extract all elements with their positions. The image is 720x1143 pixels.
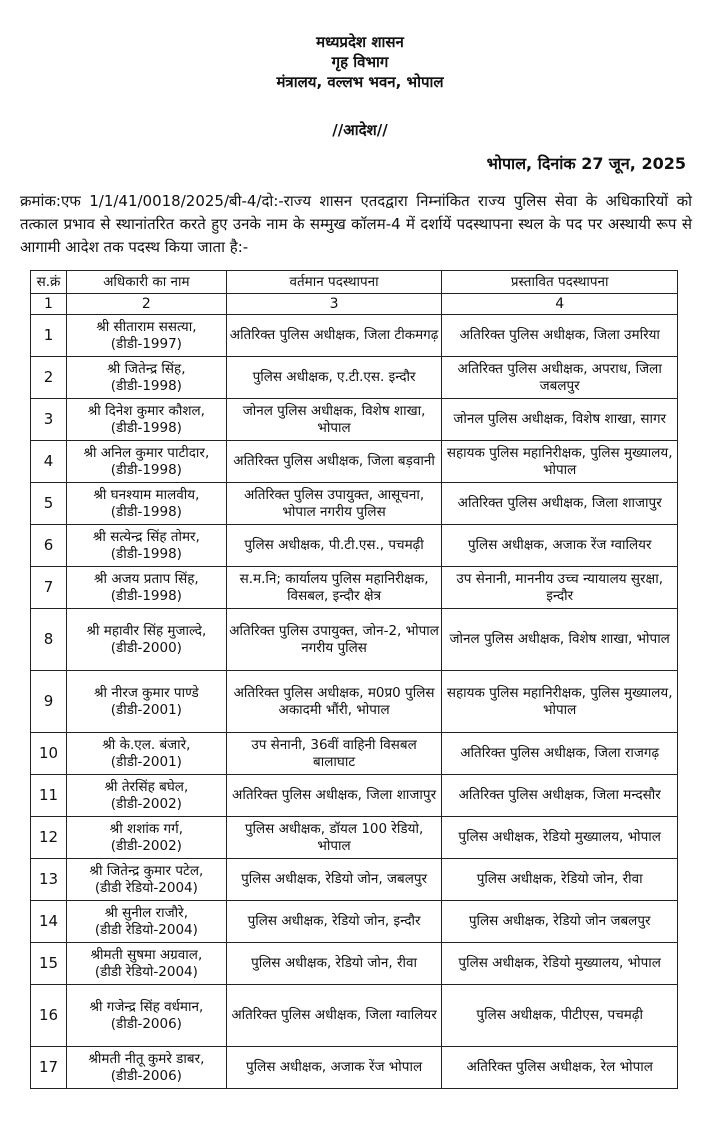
current-posting: पुलिस अधीक्षक, रेडियो जोन, जबलपुर (226, 859, 442, 901)
officer-name: श्री जितेन्द्र सिंह, (107, 360, 186, 377)
current-posting: अतिरिक्त पुलिस अधीक्षक, जिला टीकमगढ़ (226, 315, 442, 357)
officer-batch: (डीडी-1998) (110, 587, 182, 604)
serial-number: 8 (31, 609, 67, 671)
officer-batch: (डीडी-2006) (110, 1015, 182, 1032)
officer-name: श्री सुनील राजौरे, (104, 904, 188, 921)
table-row (31, 671, 678, 733)
table-row (31, 901, 678, 943)
serial-number: 17 (31, 1047, 67, 1089)
place-date: भोपाल, दिनांक 27 जून, 2025 (486, 154, 686, 173)
letterhead (0, 32, 720, 92)
proposed-posting: पुलिस अधीक्षक, अजाक रेंज ग्वालियर (442, 525, 678, 567)
officer-cell (66, 315, 226, 357)
officer-cell (66, 525, 226, 567)
table-row (31, 441, 678, 483)
proposed-posting: पुलिस अधीक्षक, रेडियो मुख्यालय, भोपाल (442, 817, 678, 859)
officer-batch: (डीडी-1998) (110, 461, 182, 478)
officer-cell (66, 985, 226, 1047)
officer-name: श्री अनिल कुमार पाटीदार, (83, 444, 210, 461)
current-posting: पुलिस अधीक्षक, डॉयल 100 रेडियो, भोपाल (226, 817, 442, 859)
current-posting: पुलिस अधीक्षक, रेडियो जोन, इन्दौर (226, 901, 442, 943)
officer-name: श्री तेरसिंह बघेल, (104, 778, 189, 795)
proposed-posting: सहायक पुलिस महानिरीक्षक, पुलिस मुख्यालय, भोपाल (442, 671, 678, 733)
officer-batch: (डीडी-1998) (110, 419, 182, 436)
order-title: //आदेश// (332, 121, 388, 139)
proposed-posting: अतिरिक्त पुलिस अधीक्षक, जिला मन्दसौर (442, 775, 678, 817)
table-row (31, 357, 678, 399)
table-row (31, 525, 678, 567)
proposed-posting: पुलिस अधीक्षक, रेडियो मुख्यालय, भोपाल (442, 943, 678, 985)
serial-number: 13 (31, 859, 67, 901)
current-posting: पुलिस अधीक्षक, अजाक रेंज भोपाल (226, 1047, 442, 1089)
current-posting: अतिरिक्त पुलिस अधीक्षक, जिला ग्वालियर (226, 985, 442, 1047)
current-posting: जोनल पुलिस अधीक्षक, विशेष शाखा, भोपाल (226, 399, 442, 441)
serial-number: 14 (31, 901, 67, 943)
officer-batch: (डीडी-2001) (110, 753, 182, 770)
current-posting: स.म.नि; कार्यालय पुलिस महानिरीक्षक, विसबल, इन्दौर क्षेत्र (226, 567, 442, 609)
header-proposed-posting: प्रस्तावित पदस्थापना (442, 271, 678, 294)
current-posting: पुलिस अधीक्षक, रेडियो जोन, रीवा (226, 943, 442, 985)
serial-number: 11 (31, 775, 67, 817)
proposed-posting: सहायक पुलिस महानिरीक्षक, पुलिस मुख्यालय, भोपाल (442, 441, 678, 483)
office-address: मंत्रालय, वल्लभ भवन, भोपाल (276, 73, 444, 91)
serial-number: 16 (31, 985, 67, 1047)
proposed-posting: पुलिस अधीक्षक, रेडियो जोन, रीवा (442, 859, 678, 901)
proposed-posting: अतिरिक्त पुलिस अधीक्षक, जिला राजगढ़ (442, 733, 678, 775)
officer-cell (66, 901, 226, 943)
current-posting: अतिरिक्त पुलिस उपायुक्त, जोन-2, भोपाल नगरीय पुलिस (226, 609, 442, 671)
column-number: 1 (31, 294, 67, 315)
officer-name: श्री नीरज कुमार पाण्डे (94, 684, 199, 701)
officer-cell (66, 775, 226, 817)
serial-number: 1 (31, 315, 67, 357)
table-row (31, 567, 678, 609)
officer-batch: (डीडी-2006) (110, 1067, 182, 1084)
header-serial: स.क्रं (31, 271, 67, 294)
officer-cell (66, 609, 226, 671)
officer-cell (66, 943, 226, 985)
officer-cell (66, 859, 226, 901)
table-row (31, 817, 678, 859)
column-number: 4 (442, 294, 678, 315)
table-row (31, 775, 678, 817)
government-name: मध्यप्रदेश शासन (316, 33, 404, 51)
serial-number: 2 (31, 357, 67, 399)
table-row (31, 315, 678, 357)
table-row (31, 399, 678, 441)
officer-name: श्री अजय प्रताप सिंह, (94, 570, 199, 587)
officer-name: श्री जितेन्द्र कुमार पटेल, (89, 862, 204, 879)
table-row (31, 483, 678, 525)
officer-batch: (डीडी रेडियो-2004) (94, 963, 198, 980)
officer-name: श्री शशांक गर्ग, (109, 820, 184, 837)
proposed-posting: अतिरिक्त पुलिस अधीक्षक, जिला शाजापुर (442, 483, 678, 525)
column-number: 3 (226, 294, 442, 315)
officer-name: श्री गजेन्द्र सिंह वर्धमान, (89, 998, 204, 1015)
table-body (31, 315, 678, 1089)
officer-batch: (डीडी-2000) (110, 639, 182, 656)
officer-batch: (डीडी-2002) (110, 795, 182, 812)
table-row (31, 609, 678, 671)
officer-cell (66, 1047, 226, 1089)
officer-cell (66, 733, 226, 775)
table-row (31, 943, 678, 985)
department-name: गृह विभाग (331, 53, 389, 71)
officer-cell (66, 567, 226, 609)
officer-name: श्री के.एल. बंजारे, (102, 736, 191, 753)
officer-name: श्री सीताराम ससत्या, (96, 318, 197, 335)
current-posting: अतिरिक्त पुलिस अधीक्षक, म0प्र0 पुलिस अकादमी भौंरी, भोपाल (226, 671, 442, 733)
table-row (31, 859, 678, 901)
serial-number: 12 (31, 817, 67, 859)
officer-name: श्री दिनेश कुमार कौशल, (87, 402, 205, 419)
serial-number: 6 (31, 525, 67, 567)
officer-batch: (डीडी-2002) (110, 837, 182, 854)
proposed-posting: जोनल पुलिस अधीक्षक, विशेष शाखा, सागर (442, 399, 678, 441)
officer-batch: (डीडी-1998) (110, 377, 182, 394)
transfer-table (30, 270, 678, 1089)
officer-cell (66, 671, 226, 733)
serial-number: 5 (31, 483, 67, 525)
current-posting: पुलिस अधीक्षक, ए.टी.एस. इन्दौर (226, 357, 442, 399)
header-officer-name: अधिकारी का नाम (66, 271, 226, 294)
officer-name: श्रीमती नीतू कुमरे डाबर, (88, 1050, 205, 1067)
proposed-posting: अतिरिक्त पुलिस अधीक्षक, जिला उमरिया (442, 315, 678, 357)
table-row (31, 733, 678, 775)
officer-batch: (डीडी-1997) (110, 335, 182, 352)
officer-cell (66, 441, 226, 483)
proposed-posting: पुलिस अधीक्षक, रेडियो जोन जबलपुर (442, 901, 678, 943)
serial-number: 10 (31, 733, 67, 775)
officer-cell (66, 483, 226, 525)
proposed-posting: पुलिस अधीक्षक, पीटीएस, पचमढ़ी (442, 985, 678, 1047)
proposed-posting: जोनल पुलिस अधीक्षक, विशेष शाखा, भोपाल (442, 609, 678, 671)
serial-number: 15 (31, 943, 67, 985)
order-intro-text: क्रमांक:एफ 1/1/41/0018/2025/बी-4/दो:-राज्य शासन एतदद्वारा निम्नांकित राज्य पुलिस सेवा के अधिकारियों को तत्काल प्रभाव से स्थानांतरित करते हुए उनके नाम के सम्मुख कॉलम-4 में दर्शायें पदस्थापना स्थल के पद पर अस्थायी रूप से आगामी आदेश तक पदस्थ किया जाता है:- (20, 192, 692, 256)
serial-number: 9 (31, 671, 67, 733)
officer-batch: (डीडी-1998) (110, 545, 182, 562)
header-current-posting: वर्तमान पदस्थापना (226, 271, 442, 294)
table-header-row (31, 271, 678, 294)
proposed-posting: अतिरिक्त पुलिस अधीक्षक, रेल भोपाल (442, 1047, 678, 1089)
current-posting: उप सेनानी, 36वीं वाहिनी विसबल बालाघाट (226, 733, 442, 775)
officer-name: श्री घनश्याम मालवीय, (93, 486, 200, 503)
officer-cell (66, 817, 226, 859)
current-posting: अतिरिक्त पुलिस अधीक्षक, जिला बड़वानी (226, 441, 442, 483)
column-number: 2 (66, 294, 226, 315)
serial-number: 4 (31, 441, 67, 483)
current-posting: पुलिस अधीक्षक, पी.टी.एस., पचमढ़ी (226, 525, 442, 567)
officer-batch: (डीडी-1998) (110, 503, 182, 520)
officer-name: श्री महावीर सिंह मुजाल्दे, (86, 622, 207, 639)
proposed-posting: उप सेनानी, माननीय उच्च न्यायालय सुरक्षा, इन्दौर (442, 567, 678, 609)
officer-cell (66, 399, 226, 441)
column-number-row (31, 294, 678, 315)
officer-name: श्रीमती सुषमा अग्रवाल, (90, 946, 203, 963)
officer-batch: (डीडी रेडियो-2004) (94, 879, 198, 896)
current-posting: अतिरिक्त पुलिस उपायुक्त, आसूचना, भोपाल नगरीय पुलिस (226, 483, 442, 525)
table-row (31, 985, 678, 1047)
current-posting: अतिरिक्त पुलिस अधीक्षक, जिला शाजापुर (226, 775, 442, 817)
proposed-posting: अतिरिक्त पुलिस अधीक्षक, अपराध, जिला जबलपुर (442, 357, 678, 399)
serial-number: 7 (31, 567, 67, 609)
officer-cell (66, 357, 226, 399)
officer-batch: (डीडी रेडियो-2004) (94, 921, 198, 938)
officer-name: श्री सत्येन्द्र सिंह तोमर, (92, 528, 200, 545)
serial-number: 3 (31, 399, 67, 441)
officer-batch: (डीडी-2001) (110, 701, 182, 718)
table-row (31, 1047, 678, 1089)
